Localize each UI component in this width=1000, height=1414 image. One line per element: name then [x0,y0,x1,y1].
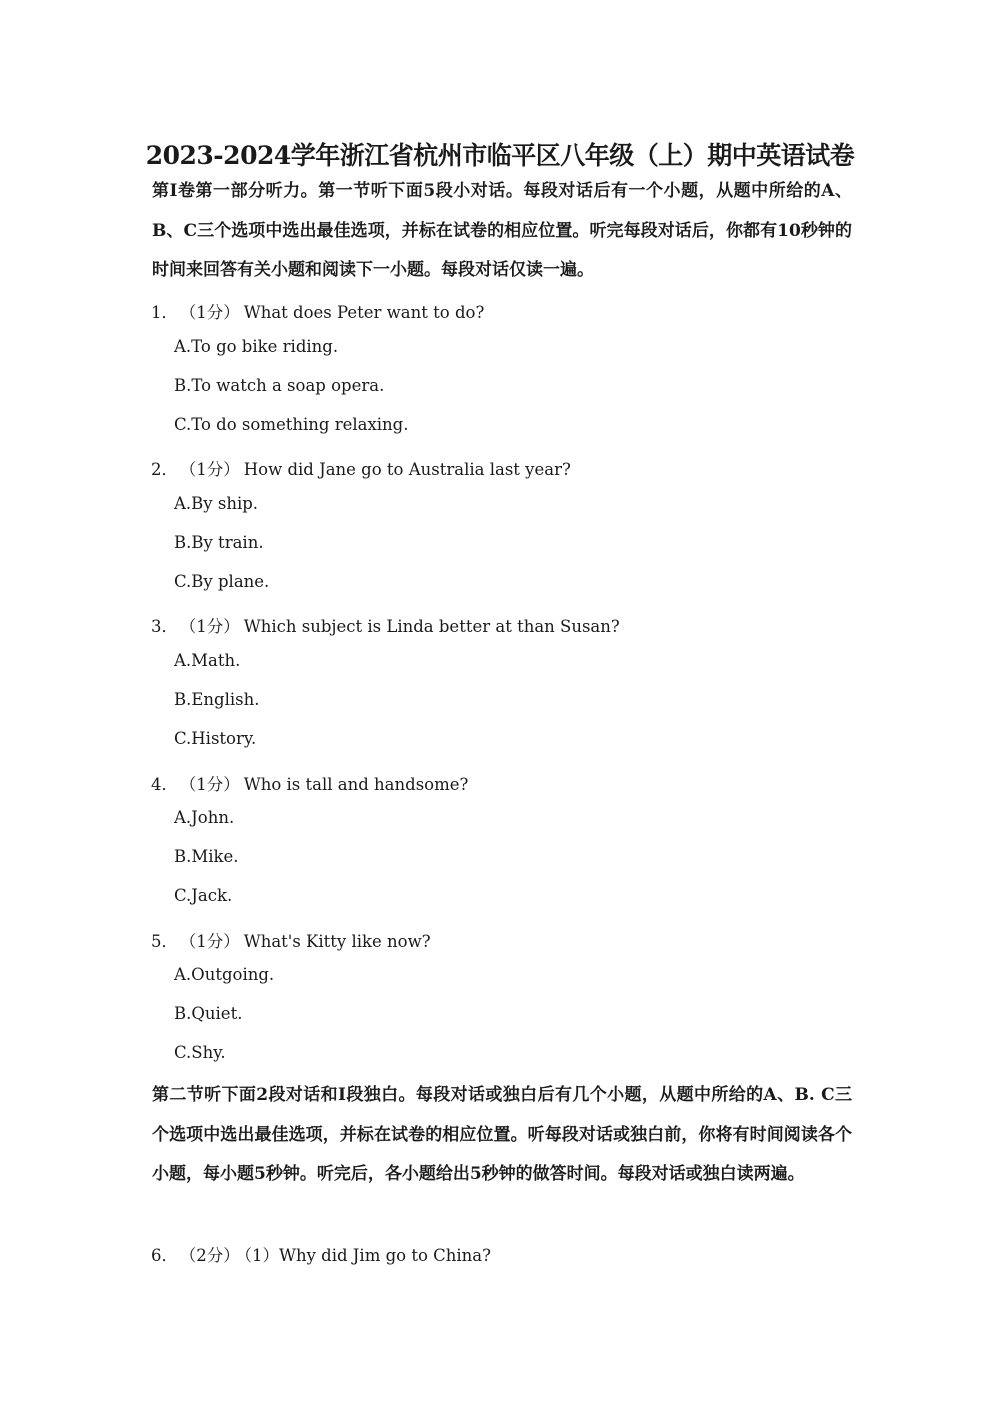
option-3c: C.History. [174,729,257,748]
option-5c: C.Shy. [174,1043,226,1062]
question-5 [151,928,431,952]
option-2a: A.By ship. [174,494,259,513]
option-4c: C.Jack. [174,886,233,905]
question-1 [151,299,484,323]
section1-instructions: 第I卷第一部分听力。第一节听下面5段小对话。每段对话后有一个小题，从题中所给的A、B、C三个选项中选出最佳选项，并标在试卷的相应位置。听完每段对话后，你都有10秒钟的时间来回答有关小题和阅读下一小题。每段对话仅读一遍。 [152,181,852,280]
question-2 [151,456,571,480]
question-number: 2． [151,460,178,479]
option-3b: B.English. [174,690,260,709]
question-score: （1分） [188,460,240,479]
question-number: 3． [151,617,178,636]
option-4a: A.John. [174,808,235,827]
question-text: Which subject is Linda better at than Susan? [243,617,620,636]
question-number: 4． [151,775,178,794]
option-1b: B.To watch a soap opera. [174,376,385,395]
question-number: 6． [151,1246,178,1265]
question-3 [151,613,620,637]
question-text: What's Kitty like now? [243,932,431,951]
option-3a: A.Math. [174,651,241,670]
question-score: （1分） [188,617,240,636]
question-score: （1分） [188,775,240,794]
option-4b: B.Mike. [174,847,239,866]
question-number: 1． [151,303,178,322]
question-text: What does Peter want to do? [243,303,485,322]
question-6 [151,1242,491,1266]
section2-instructions: 第二节听下面2段对话和I段独白。每段对话或独白后有几个小题，从题中所给的A、B. C三个选项中选出最佳选项，并标在试卷的相应位置。听每段对话或独白前，你将有时间阅读各个小题，每小题5秒钟。听完后，各小题给出5秒钟的做答时间。每段对话或独白读两遍。 [152,1085,852,1184]
option-5a: A.Outgoing. [174,965,275,984]
question-score: （1分） [188,932,240,951]
exam-title: 2023-2024学年浙江省杭州市临平区八年级（上）期中英语试卷 [145,141,855,170]
option-2c: C.By plane. [174,572,270,591]
option-1c: C.To do something relaxing. [174,415,409,434]
question-score: （2分） [188,1246,240,1265]
option-1a: A.To go bike riding. [174,337,339,356]
option-5b: B.Quiet. [174,1004,243,1023]
question-text: （1）Why did Jim go to China? [243,1246,491,1265]
question-4 [151,771,468,795]
question-text: Who is tall and handsome? [243,775,469,794]
question-number: 5． [151,932,178,951]
question-score: （1分） [188,303,240,322]
question-text: How did Jane go to Australia last year? [243,460,571,479]
option-2b: B.By train. [174,533,264,552]
